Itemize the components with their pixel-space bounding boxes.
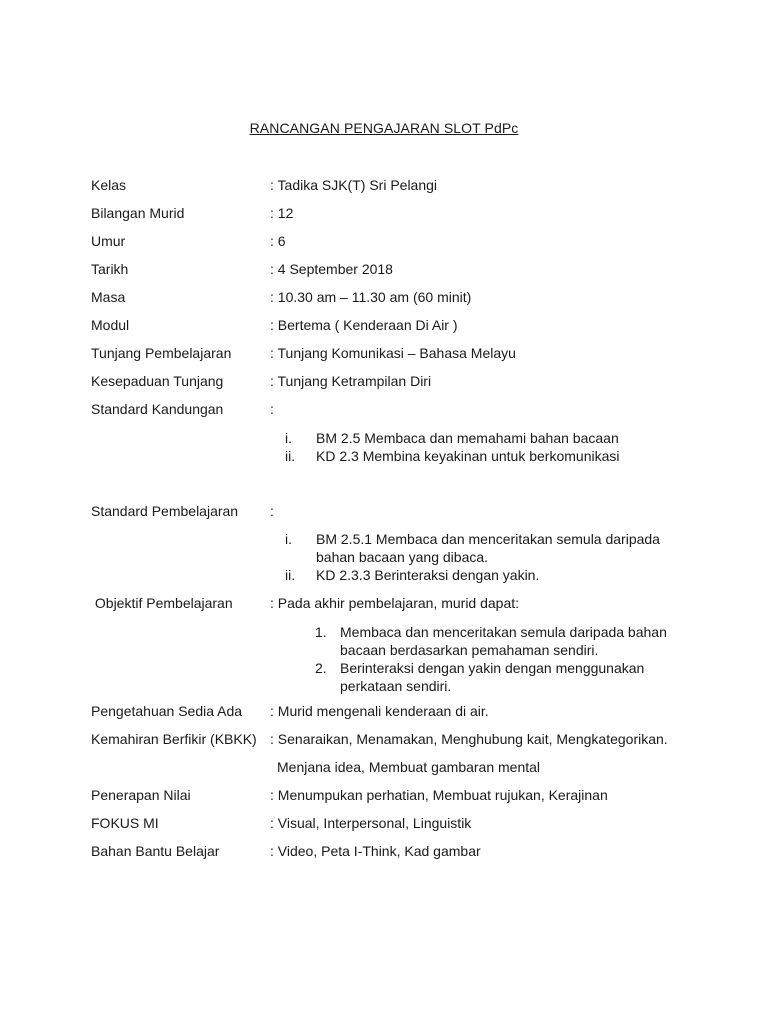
field-value: : Tunjang Ketrampilan Diri [270, 373, 432, 389]
field-label: Umur [91, 233, 126, 249]
field-umur [91, 231, 711, 251]
field-label: Standard Pembelajaran [91, 503, 239, 519]
field-label: Pengetahuan Sedia Ada [91, 703, 243, 719]
list-item [285, 530, 705, 566]
field-label: Tunjang Pembelajaran [91, 345, 232, 361]
field-modul [91, 315, 711, 335]
field-objektif-pembelajaran [91, 593, 711, 613]
field-label: Bahan Bantu Belajar [91, 843, 220, 859]
field-label: Modul [91, 317, 130, 333]
field-standard-pembelajaran [91, 501, 711, 521]
list-item [285, 429, 705, 447]
list-marker: ii. [285, 448, 296, 464]
list-text: KD 2.3.3 Berinteraksi dengan yakin. [316, 567, 540, 583]
field-kemahiran-berfikir [91, 729, 711, 749]
list-item [285, 566, 705, 584]
field-label: Kesepaduan Tunjang [91, 373, 224, 389]
field-bilangan-murid [91, 203, 711, 223]
field-pengetahuan-sedia-ada [91, 701, 711, 721]
list-text: BM 2.5.1 Membaca dan menceritakan semula daripada [316, 531, 660, 547]
list-text-continued: bacaan berdasarkan pemahaman sendiri. [340, 642, 599, 658]
field-label: Masa [91, 289, 126, 305]
list-item [285, 447, 705, 465]
field-tunjang-pembelajaran [91, 343, 711, 363]
list-marker: i. [285, 531, 292, 547]
list-marker: i. [285, 430, 292, 446]
field-value: : Tadika SJK(T) Sri Pelangi [270, 177, 438, 193]
field-kesepaduan-tunjang [91, 371, 711, 391]
field-value: : 10.30 am – 11.30 am (60 minit) [270, 289, 472, 305]
field-value: : 4 September 2018 [270, 261, 393, 277]
field-masa [91, 287, 711, 307]
field-label: Kelas [91, 177, 127, 193]
field-standard-kandungan [91, 399, 711, 419]
page-title: RANCANGAN PENGAJARAN SLOT PdPc [249, 120, 519, 136]
field-value: : Tunjang Komunikasi – Bahasa Melayu [270, 345, 516, 361]
list-text-continued: perkataan sendiri. [340, 678, 452, 694]
field-value: : [270, 401, 274, 417]
objektif-list [315, 623, 715, 695]
field-value: : [270, 503, 274, 519]
kbkk-continuation: Menjana idea, Membuat gambaran mental [277, 759, 541, 775]
field-label: FOKUS MI [91, 815, 159, 831]
field-value: : Visual, Interpersonal, Linguistik [270, 815, 472, 831]
list-item [315, 659, 715, 695]
list-text: BM 2.5 Membaca dan memahami bahan bacaan [316, 430, 619, 446]
field-label: Penerapan Nilai [91, 787, 191, 803]
field-value: : 6 [270, 233, 286, 249]
list-marker: ii. [285, 567, 296, 583]
list-text: KD 2.3 Membina keyakinan untuk berkomunikasi [316, 448, 620, 464]
standard-kandungan-list [285, 429, 705, 465]
field-value: : Senaraikan, Menamakan, Menghubung kait, Mengkategorikan. [270, 731, 668, 747]
field-label: Kemahiran Berfikir (KBKK) [91, 731, 257, 747]
list-marker: 2. [315, 660, 327, 676]
field-value: : Bertema ( Kenderaan Di Air ) [270, 317, 458, 333]
list-text: Membaca dan menceritakan semula daripada bahan [340, 624, 667, 640]
field-fokus-mi [91, 813, 711, 833]
field-label: Tarikh [91, 261, 129, 277]
field-value: : Video, Peta I-Think, Kad gambar [270, 843, 481, 859]
field-penerapan-nilai [91, 785, 711, 805]
field-label: Bilangan Murid [91, 205, 185, 221]
list-item [315, 623, 715, 659]
field-kelas [91, 175, 711, 195]
list-marker: 1. [315, 624, 327, 640]
field-value: : Pada akhir pembelajaran, murid dapat: [270, 595, 520, 611]
field-value: : Murid mengenali kenderaan di air. [270, 703, 489, 719]
field-bahan-bantu-belajar [91, 841, 711, 861]
field-tarikh [91, 259, 711, 279]
list-text: Berinteraksi dengan yakin dengan menggunakan [340, 660, 645, 676]
field-value: : Menumpukan perhatian, Membuat rujukan, Kerajinan [270, 787, 608, 803]
field-value: : 12 [270, 205, 294, 221]
field-label: Objektif Pembelajaran [91, 595, 233, 611]
standard-pembelajaran-list [285, 530, 705, 584]
field-label: Standard Kandungan [91, 401, 224, 417]
list-text-continued: bahan bacaan yang dibaca. [316, 549, 489, 565]
